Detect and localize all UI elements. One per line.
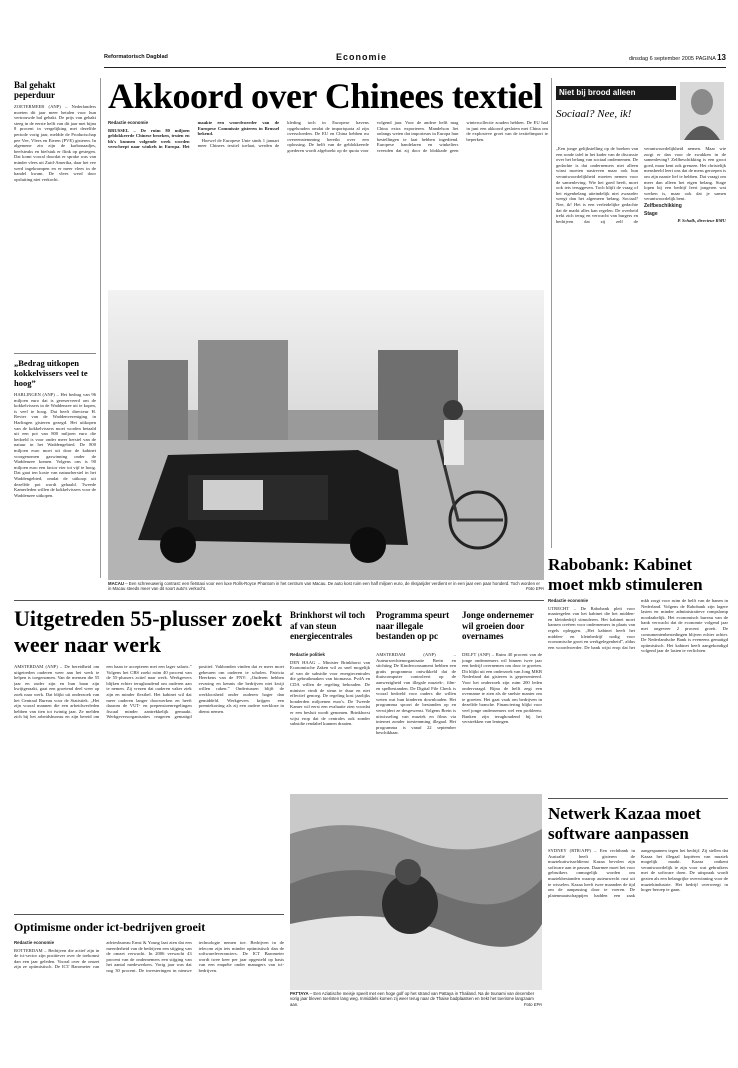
lead-rubric: Redactie economie [108,120,149,125]
caption-text: – Een schreeuwerig contrast: een fietstaxi voor een luxe Rolls-Royce Phantom in het centrum van Macau. De auto kost ruim een half miljoen euro, de riksjarijder verdient er in een jaar een paar honderd. Toch worden er in Macau steeds meer van dit soort auto's verkocht. [108,581,540,592]
brief-headline: Bal gehakt peperduur [14,80,56,100]
masthead-rule [104,67,726,68]
brief-body: HARLINGEN (ANP) – Het bedrag van 96 miljoen euro dat is gereserveerd om de kokkelvissers in de Waddenzee uit te kopen, is veel te hoog. Dat heeft directeur H. Revier van de Waddenvereniging in Harlingen gisteren gezegd. Het uitkopen van de kokkelvissers moet worden betaald uit een pot van 800 miljoen euro die bedoeld is voor onder meer herstel van de natuur in het Waddengebied. De 800 miljoen euro moet uit door de kabinet voorgenomen gaswinning onder de Waddenzee komen. Volgens ons is 90 miljoen euro een factor vier tot vijf te hoog. Dat gaat ten koste van natuurherstel in het Waddengebied, omdat de uitkoop uit dezelfde pot wordt gehaald. Tweede Kamerleden willen de kokkelvissers voor de Waddenzee uitkopen. [14,392,96,498]
brief-divider [14,353,96,354]
brief-bal-gehakt [14,80,96,350]
section-title: Economie [336,52,388,62]
55plus-article [14,664,284,826]
photo-credit: Foto EPA [525,586,544,592]
masthead [104,52,726,66]
paper-name: Reformatorisch Dagblad [104,54,168,60]
brinkhorst-headline: Brinkhorst wil toch af van steun energiecentrales [290,610,366,641]
column-article [556,146,726,544]
55plus-body: AMSTERDAM (ANP) – De bereidheid om uitgetreden ouderen weer aan het werk te helpen is toegenomen. Van de mensen die 55 jaar en ouder zijn en hun baan zijn kwijtgeraakt, gaat een groeiend deel weer op zoek naar werk. Dat blijkt uit onderzoek van het Centraal Bureau voor de Statistiek. „Het zijn vooral mannen die een arbeidsverleden hebben van tien tot twintig jaar. Ze melden zich bij het arbeidsbureau en zijn bereid om een baan te accepteren met een lager salaris.” Volgens het CBS zoekt ruim 40 procent van de 55-plussers actief naar werk. Werkgevers blijken echter terughoudend om ouderen aan te nemen. Zij vrezen dat ouderen vaker ziek zijn en minder flexibel. Het kabinet wil dat meer ouderen langer doorwerken en heeft daarom de VUT- en prepensioenregelingen fiscaal minder aantrekkelijk gemaakt. Werkgeversorganisaties reageren gematigd positief. Vakbonden vinden dat er meer moet gebeuren om ouderen te scholen. Patricia Heerkens van de FNV: „Ouderen hebben ervaring en kennis die bedrijven niet kwijt willen raken.” Ondertussen blijft de werkloosheid onder ouderen hoger dan gemiddeld. Werkgevers krijgen een premiekorting als zij een oudere werkloze in dienst nemen. [14,664,284,720]
column-author: P. Schalk, directeur RMU [677,218,726,224]
caption-lead: MACAU [108,581,124,586]
mid-rule [14,600,544,601]
caption-lead: PATTAYA [290,991,309,996]
macau-photo-image [108,290,544,580]
jonge-body: DELFT (ANP) – Ruim 40 procent van de jonge ondernemers wil binnen twee jaar een bedrijf overnemen om door te groeien. Dit blijkt uit een onderzoek van Jong MKB Nederland dat gisteren is gepresenteerd. Voor het onderzoek zijn ruim 200 leden ondervraagd. Bijna de helft zegt een overname te zien als de snelste manier om te groeien. Het gaat vaak om bedrijven in dezelfde branche. Financiering blijkt voor veel jonge ondernemers wel een probleem. Banken zijn terughoudend bij het verstrekken van leningen. [462,652,542,725]
rabobank-article [548,598,728,796]
kazaa-body: SYDNEY (RTR/AFP) – Een rechtbank in Australië heeft gisteren de muziekuitwisseldienst Kazaa bevolen zijn software aan te passen. Daarmee moet het voor gebruikers onmogelijk worden om muziekbestanden waarop auteursrecht rust uit te wisselen. Kazaa heeft twee maanden de tijd om de aanpassing door te voeren. De platenmaatschappijen hadden een zaak aangespannen tegen het bedrijf. Zij stellen dat Kazaa het illegaal kopiëren van muziek mogelijk maakt. Kazaa ontkent verantwoordelijk te zijn voor wat gebruikers met de software doen. De uitspraak wordt gezien als een belangrijke overwinning voor de muziekindustrie. Het bedrijf overweegt in hoger beroep te gaan. [548,848,728,898]
right-rule [548,798,728,799]
column-rule [551,78,552,548]
programma-headline: Programma speurt naar illegale bestanden op pc [376,610,450,641]
rabobank-headline: Rabobank: Kabinet moet mkb stimuleren [548,555,703,594]
photo-macau-caption [108,581,544,595]
left-column-rule [100,78,101,578]
programma-article [376,652,456,788]
lower-rule [14,914,284,915]
optimisme-headline: Optimisme onder ict-bedrijven groeit [14,920,206,934]
column-header [556,82,726,142]
jonge-headline: Jonge ondernemer wil groeien door overnames [462,610,534,641]
lead-body: Hoewel de Europese Unie sinds 1 januari meer Chinees textiel toelaat, werden de kleding toch in Europese havens opgehouden omdat de importquota al zijn overschreden. De EU en China hebben nu overeenstemming bereikt over een oplossing. De helft van de geblokkeerde goederen wordt afgeboekt op de quota voor volgend jaar. Voor de andere helft mag China extra exporteren. Mandelson liet onlangs weten dat importeurs in Europa hun bestellingen te laat hebben ingediend. Europese handelaren en winkeliers vreesden dat zij door de blokkade geen wintercollectie zouden hebben. De EU had in juni een akkoord gesloten met China om de explosieve groei van de textielimport te beperken. [197,120,548,153]
photo-pattaya-caption [290,991,542,1007]
kazaa-headline: Netwerk Kazaa moet software aanpassen [548,804,701,843]
photo-macau [108,290,544,580]
caption-text: – Een Aziatische meisje speelt met een hoge golf op het strand van Pattaya in Thailand. Na de tsunami van december vorig jaar bleven toeristen lang weg. Inmiddels komen zij weer terug naar de Thaise badplaatsen en trekt het toerisme langzaam aan. [290,991,535,1007]
optimisme-rubric: Redactie economie [14,940,55,945]
55plus-headline: Uitgetreden 55-plusser zoekt weer naar werk [14,606,283,657]
column-title: Sociaal? Nee, ik! [556,108,632,120]
column-body: „Een jonge gelijkstelling op de boeken van een ronde tafel in het kader van de discussie over het belang van sociaal ondernemen. De gedachte is dat ondernemers niet alleen winst moeten nastreven maar ook hun verantwoordelijkheid moeten nemen voor de samenleving. Wie het goed heeft, moet ook iets teruggeven. Toch blijft de vraag of het eigenbelang uiteindelijk niet zwaarder weegt dan het algemeen belang. Sociaal? Nee, ik! Het is een verleidelijke gedachte dat de markt alles kan regelen. De overheid trekt zich terug en verwacht van burgers en bedrijven dat zij zelf de verantwoordelijkheid nemen. Maar wie zorgt er dan voor de zwakken in de samenleving? Zelfbeschikking is een groot goed, maar kent ook grenzen. Het christelijk mensbeeld leert ons dat de mens geroepen is om zijn naaste lief te hebben. Dat vraagt om meer dan alleen het eigen belang. Stage lopen bij een bedrijf leert jongeren wat werken is, maar ook dat je samen verantwoordelijk bent. [556,146,726,224]
lead-intro: BRUSSEL – De ruim 80 miljoen geblokkeerde Chinese broeken, truien en bh's kunnen volgende week worden verscheept naar winkels in Europa. Het maakte een woordvoerder van de Europese Commissie gisteren in Brussel bekend. [108,120,280,150]
kazaa-article [548,848,728,1058]
column-subhead-stage: Stage [644,210,658,217]
lead-headline: Akkoord over Chinees textiel [108,76,543,116]
date-page: dinsdag 6 september 2005 PAGINA 13 [628,53,726,62]
lead-article [108,120,548,288]
brinkhorst-article [290,652,370,788]
page-number: 13 [717,53,726,62]
brinkhorst-rubric: Redactie politiek [290,652,325,657]
author-portrait [680,82,724,140]
jonge-article [462,652,542,788]
photo-credit: Foto EPA [523,1001,542,1007]
programma-body: AMSTERDAM (ANP) – Auteursrechtenorganisatie Brein en stichting De Kinderconsument hebben een gratis programma ontwikkeld dat de thuiscomputer controleert op de aanwezigheid van illegale muziek-, film- en spelbestanden. De Digital File Check is vooral bedoeld voor ouders die willen weten wat hun kinderen downloaden. Het programma spoort de bestanden op en verwijdert ze desgewenst. Volgens Brein is uitwisseling van muziek en films via internet zonder toestemming illegaal. Het programma is vanaf 22 september beschikbaar. [376,652,456,736]
brief-kokkelvissers [14,358,96,578]
photo-pattaya [290,794,542,990]
brief-headline: „Bedrag uitkopen kokkelvissers veel te hoog” [14,358,88,388]
pattaya-photo-image [290,794,542,990]
brinkhorst-body: DEN HAAG – Minister Brinkhorst van Economische Zaken wil zo snel mogelijk af van de subsidie voor energiecentrales die gebruikmaken van biomassa. PvdA en CDA willen de regeling behouden. De minister vindt de steun te duur en niet effectief genoeg. De regeling kost jaarlijks honderden miljoenen euro's. De Tweede Kamer wil eerst een evaluatie zien voordat er een besluit wordt genomen. Brinkhorst wijst erop dat de centrales ook zonder subsidie rendabel kunnen draaien. [290,659,370,727]
rabobank-rubric: Redactie economie [548,598,589,603]
rabobank-body: UTRECHT – De Rabobank pleit voor maatregelen van het kabinet die het midden- en kleinbedrijf stimuleren. Het kabinet moet kansen creëren voor ondernemers in plaats van regels opleggen. „Het kabinet heeft het midden- en kleinbedrijf nodig voor economische groei en werkgelegenheid”, aldus een woordvoerder. De bank wijst erop dat het mkb zorgt voor ruim de helft van de banen in Nederland. Volgens de Rabobank zijn lagere lasten en minder administratieve rompslomp noodzakelijk. Het economisch bureau van de bank verwacht dat de economie volgend jaar met ongeveer 2 procent groeit. De consumentenbestedingen blijven echter achter. De Nederlandsche Bank is eveneens gematigd optimistisch. Het kabinet heeft aangekondigd volgend jaar de lasten te verlichten. [548,598,728,654]
brief-body: ZOETERMEER (ANP) – Nederlanders moeten dit jaar meer betalen voor hun vertrouwde bal gehakt. De prijs van gehakt steeg in de eerste helft van dit jaar met bijna 8 procent in vergelijking met dezelfde periode vorig jaar, meldde de Productschap pee Vee, Vlees en Eieren (PVE) gisteren. In algemene zin zijn de karbonaadjes, beefsteaks en biefstuk er flink op gestegen. Dat komt vooral doordat er sprake was van minder vlees uit Zuid-Amerika, daar het vee werd ingekrompen en er meer vlees in de handel kwam. De vlees werd door opsluiting niet verkocht. [14,104,96,182]
optimisme-body: ROTTERDAM – Bedrijven die actief zijn in de ict-sector zijn positiever over de toekomst dan een jaar geleden. Vooral over de omzet zijn ze optimistisch. De ICT Barometer van adviesbureau Ernst & Young laat zien dat een meerderheid van de bedrijven een stijging van de omzet verwacht. In 2006 verwacht 43 procent van de ondernemers een stijging van het aantal medewerkers. Vorig jaar was dat nog 30 procent. De investeringen in nieuwe technologie nemen toe. Bedrijven in de telecom zijn iets minder optimistisch dan de softwareleveranciers. De ICT Barometer wordt twee keer per jaar opgesteld op basis van een enquête onder managers van ict-bedrijven. [14,940,284,973]
column-brand: Niet bij brood alleen [556,86,676,100]
column-subhead-zelfbeschikking: Zelfbeschikking [644,202,682,209]
optimisme-article [14,940,284,1060]
